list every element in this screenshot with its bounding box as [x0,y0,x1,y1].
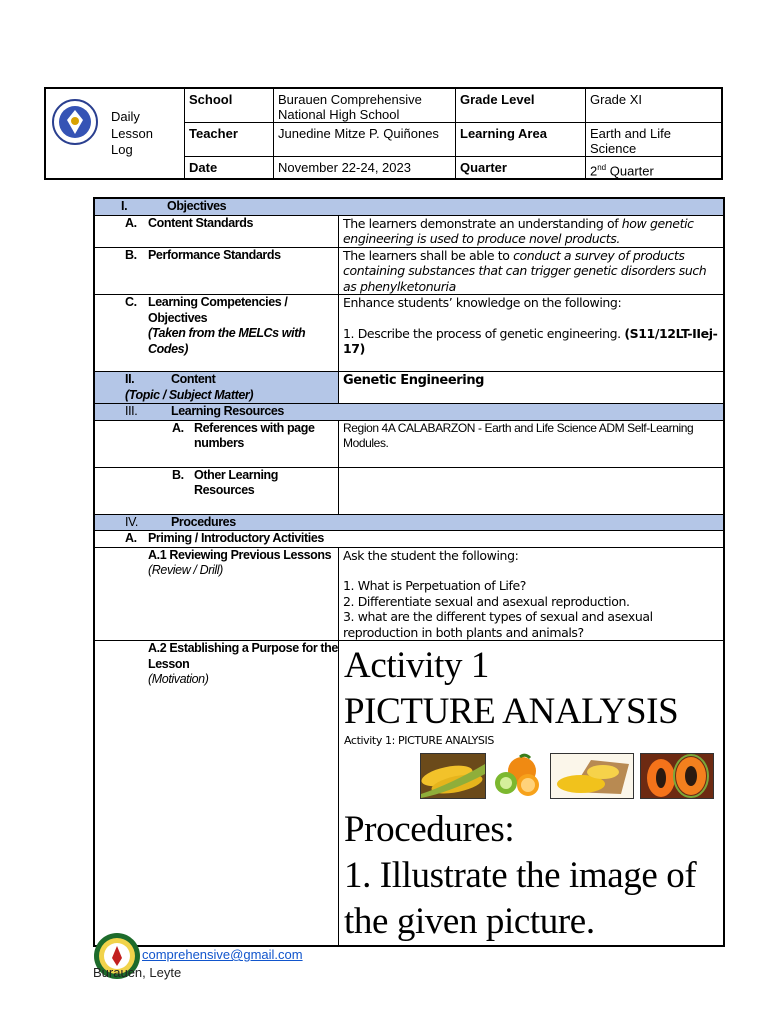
reviewing-sub: (Review / Drill) [148,563,223,577]
content-title: Content [171,372,216,386]
learning-area-value: Earth and Life Science [586,123,724,157]
performance-standards-label: Performance Standards [148,247,281,262]
procedures-row [94,514,724,531]
objectives-title: Objectives [167,199,227,213]
header-info-table [184,89,723,178]
purpose-label: A.2 Establishing a Purpose for the Lesson [148,641,338,671]
competencies-item: 1. Describe the process of genetic engineering. (S11/12LT-IIej-17) [343,325,718,356]
lesson-log-table [93,197,725,947]
competencies-melc-note: (Taken from the MELCs with Codes) [148,326,306,356]
quarter-label: Quarter [456,157,586,179]
reviewing-q3: 3. what are the different types of sexual and asexual reproduction in both plants and animals? [343,609,653,640]
priming-letter: A. [125,531,137,545]
procedures-heading: Procedures: [344,808,515,850]
activity-name: PICTURE ANALYSIS [344,691,679,732]
reviewing-row [94,547,724,641]
performance-standards-text: The learners shall be able to conduct a survey of products containing substances that can trigger genetic disorders such as phenylketonuria [339,247,725,295]
content-standards-letter: A. [125,215,137,230]
content-standards-row [94,215,724,247]
priming-row [94,531,724,548]
reviewing-intro: Ask the student the following: [343,547,519,563]
references-value: Region 4A CALABARZON - Earth and Life Science ADM Self-Learning Modules. [339,420,725,467]
daily-lesson-log-title: Daily Lesson Log [111,109,153,157]
objectives-num: I. [121,199,128,213]
school-address: Burauen, Leyte [93,965,182,980]
other-resources-label: Other Learning Resources [194,467,278,497]
content-num: II. [125,372,135,386]
activity-caption: Activity 1: PICTURE ANALYSIS [344,734,494,747]
content-subtitle: (Topic / Subject Matter) [125,387,254,402]
competencies-label: Learning Competencies / Objectives [148,295,288,325]
quarter-value: 2nd Quarter [586,157,724,179]
other-resources-value [339,467,725,514]
content-row [94,372,724,404]
grade-level-value: Grade XI [586,89,724,123]
deped-seal-icon [52,99,98,145]
date-value: November 22-24, 2023 [274,157,456,179]
school-value: Burauen Comprehensive National High School [274,89,456,123]
references-row [94,420,724,467]
other-resources-row [94,467,724,514]
competencies-intro: Enhance students’ knowledge on the following: [343,295,622,310]
teacher-value: Junedine Mitze P. Quiñones [274,123,456,157]
teacher-label: Teacher [185,123,274,157]
competencies-letter: C. [125,295,137,309]
oranges-image [492,753,544,797]
performance-standards-letter: B. [125,247,137,262]
learning-resources-row [94,404,724,421]
activity-title: Activity 1 [344,645,490,686]
purpose-sub: (Motivation) [148,672,209,686]
reviewing-q2: 2. Differentiate sexual and asexual reproduction. [343,593,630,609]
corn-image [420,753,486,799]
content-standards-label: Content Standards [148,215,254,230]
reviewing-label: A.1 Reviewing Previous Lessons [148,547,332,562]
procedures-title: Procedures [171,514,236,529]
reviewing-q1: 1. What is Perpetuation of Life? [343,578,527,593]
priming-title: Priming / Introductory Activities [148,531,324,545]
content-value: Genetic Engineering [339,372,725,404]
procedures-num: IV. [125,514,138,529]
performance-standards-row [94,247,724,295]
objectives-row [94,198,724,215]
resources-num: III. [125,404,138,418]
school-label: School [185,89,274,123]
other-resources-letter: B. [172,467,184,482]
competencies-row [94,295,724,372]
references-label: References with page numbers [194,420,315,450]
resources-title: Learning Resources [171,404,284,418]
header-box [44,87,723,180]
papaya-image [640,753,714,799]
purpose-row [94,641,724,946]
flour-image [550,753,634,799]
references-letter: A. [172,420,184,435]
date-label: Date [185,157,274,179]
procedures-step-1: 1. Illustrate the image of the given picture. [344,854,697,942]
grade-level-label: Grade Level [456,89,586,123]
school-email-link[interactable]: comprehensive@gmail.com [142,947,303,962]
picture-row [420,753,723,799]
content-standards-text: The learners demonstrate an understanding of how genetic engineering is used to produce novel products. [339,215,725,247]
learning-area-label: Learning Area [456,123,586,157]
